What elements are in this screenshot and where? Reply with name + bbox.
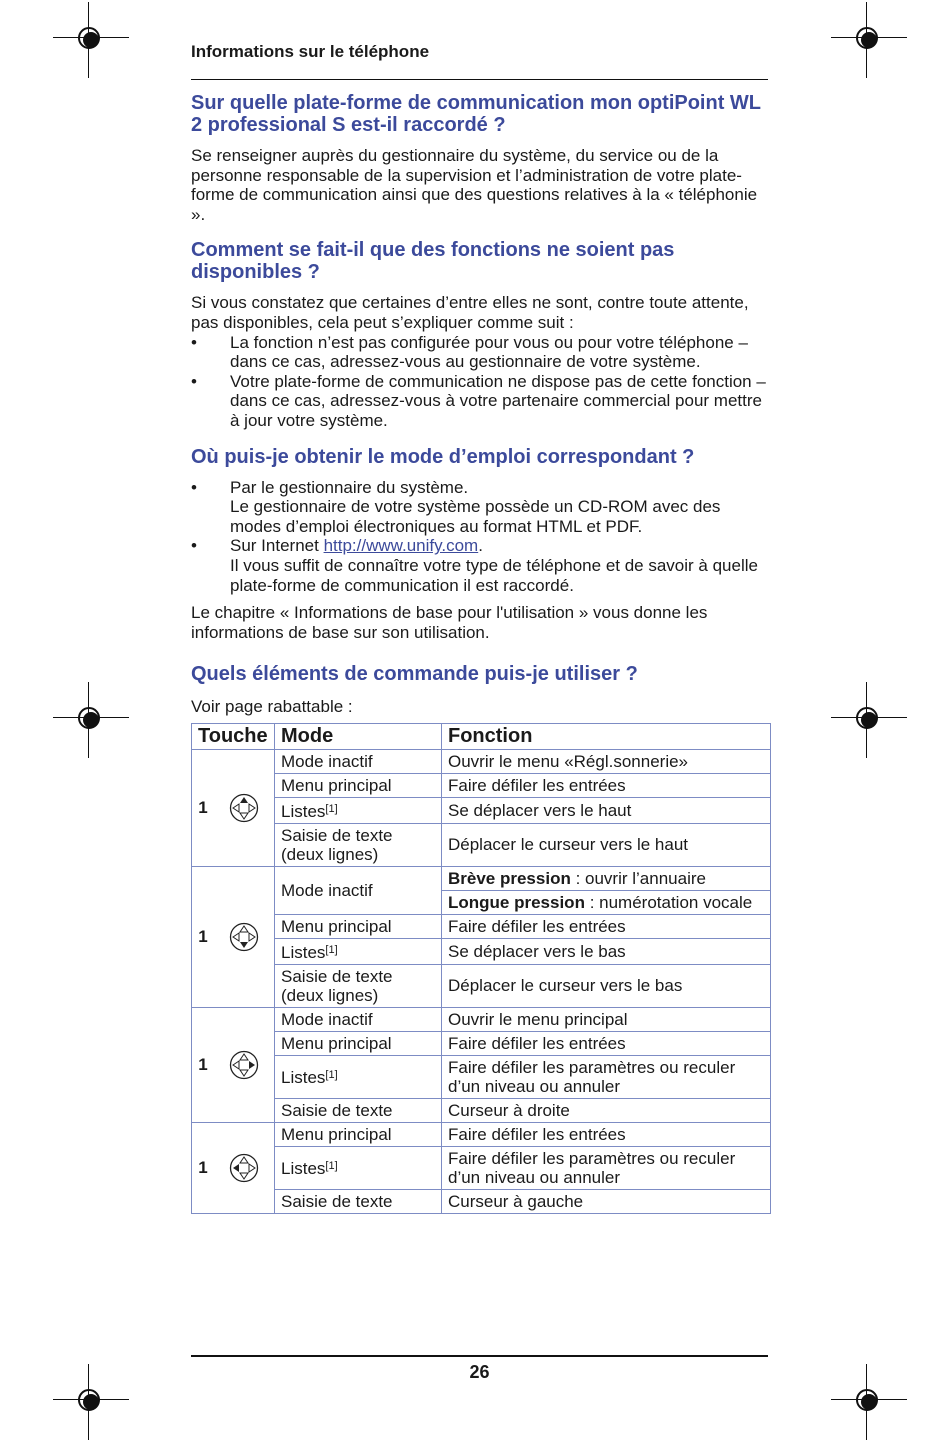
table-row (192, 866, 771, 890)
table-row (192, 1122, 771, 1146)
running-header: Informations sur le téléphone (191, 42, 430, 61)
key-cell (214, 749, 275, 866)
mode-cell: Menu principal (275, 773, 442, 797)
manual-list (191, 478, 771, 596)
table-row (192, 823, 771, 866)
fonction-bold: Longue pression (448, 892, 585, 912)
section-body-platform: Se renseigner auprès du gestionnaire du système, du service ou de la personne responsable de la supervision et l’administration de votre plate-forme de communication ainsi que des questions relatives à la « téléphonie ». (191, 146, 758, 224)
fonction-cell: Faire défiler les paramètres ou reculer d’un niveau ou annuler (442, 1146, 771, 1189)
column-header-fonction: Fonction (442, 723, 771, 749)
mode-cell: Menu principal (275, 1122, 442, 1146)
list-item (191, 478, 771, 537)
crop-mark-top-right (831, 2, 907, 78)
mode-cell: Mode inactif (275, 749, 442, 773)
key-number: 1 (192, 866, 215, 1007)
functions-list (191, 333, 771, 431)
footnote-mark: [1] (325, 943, 338, 956)
mode-text: Listes (281, 1159, 326, 1179)
table-row (192, 797, 771, 823)
nav-key-down-icon (229, 922, 259, 952)
fonction-cell: Déplacer le curseur vers le haut (442, 823, 771, 866)
table-header-row (192, 723, 771, 749)
section-title-controls: Quels éléments de commande puis-je utiliser ? (191, 663, 638, 686)
section-title-manual: Où puis-je obtenir le mode d’emploi correspondant ? (191, 445, 695, 468)
nav-key-right-icon (229, 1050, 259, 1080)
fonction-cell (442, 866, 771, 890)
column-header-touche: Touche (192, 723, 275, 749)
page-content (191, 92, 771, 1214)
table-row (192, 749, 771, 773)
mode-cell (275, 797, 442, 823)
fonction-cell: Se déplacer vers le haut (442, 797, 771, 823)
controls-table (191, 723, 771, 1214)
fonction-cell: Faire défiler les entrées (442, 1031, 771, 1055)
manual-bullet2-suffix: . (478, 536, 483, 556)
mode-cell (275, 1055, 442, 1098)
crop-mark-bottom-right (831, 1364, 907, 1440)
page-number: 26 (469, 1362, 490, 1382)
fonction-bold: Brève pression (448, 868, 571, 888)
mode-cell: Saisie de texte (275, 1098, 442, 1122)
crop-mark-top-left (53, 2, 129, 78)
unify-website-link[interactable]: http://www.unify.com (323, 536, 479, 556)
key-cell (214, 1007, 275, 1122)
table-row (192, 1098, 771, 1122)
controls-intro: Voir page rabattable : (191, 697, 353, 717)
list-item: • La fonction n’est pas configurée pour vous ou pour votre téléphone – dans ce cas, adressez-vous au gestionnaire de votre système. (191, 333, 771, 372)
mode-text: Listes (281, 801, 326, 821)
fonction-text: : numérotation vocale (584, 892, 753, 912)
fonction-cell: Faire défiler les entrées (442, 1122, 771, 1146)
list-item: • Votre plate-forme de communication ne dispose pas de cette fonction – dans ce cas, adressez-vous à votre partenaire commercial pour mettre à jour votre système. (191, 372, 771, 431)
table-row (192, 1189, 771, 1213)
column-header-mode: Mode (275, 723, 442, 749)
mode-cell: Saisie de texte (deux lignes) (275, 964, 442, 1007)
key-number: 1 (192, 1007, 215, 1122)
footnote-mark: [1] (325, 1069, 338, 1082)
list-item (191, 536, 771, 595)
key-number: 1 (192, 749, 215, 866)
manual-bullet1-line1: Par le gestionnaire du système. (230, 477, 469, 497)
crop-mark-mid-right (831, 682, 907, 758)
key-number: 1 (192, 1122, 215, 1213)
crop-mark-bottom-left (53, 1364, 129, 1440)
table-row (192, 914, 771, 938)
mode-cell: Menu principal (275, 914, 442, 938)
manual-bullet2-prefix: Sur Internet (230, 536, 324, 556)
section-title-platform: Sur quelle plate-forme de communication mon optiPoint WL 2 professional S est-il raccordé ? (191, 92, 761, 136)
key-cell (214, 866, 275, 1007)
mode-cell: Mode inactif (275, 866, 442, 914)
nav-key-left-icon (229, 1153, 259, 1183)
fonction-cell: Déplacer le curseur vers le bas (442, 964, 771, 1007)
fonction-cell: Se déplacer vers le bas (442, 938, 771, 964)
key-cell (214, 1122, 275, 1213)
table-row (192, 1055, 771, 1098)
fonction-cell: Ouvrir le menu principal (442, 1007, 771, 1031)
fonction-cell: Ouvrir le menu «Régl.sonnerie» (442, 749, 771, 773)
table-row (192, 773, 771, 797)
mode-cell: Mode inactif (275, 1007, 442, 1031)
mode-text: Listes (281, 1068, 326, 1088)
footnote-mark: [1] (325, 1160, 338, 1173)
section-intro-functions: Si vous constatez que certaines d’entre elles ne sont, contre toute attente, pas disponibles, cela peut s’expliquer comme suit : (191, 293, 749, 332)
footer-rule (191, 1355, 768, 1357)
footnote-mark: [1] (325, 802, 338, 815)
mode-cell: Menu principal (275, 1031, 442, 1055)
fonction-text: : ouvrir l’annuaire (570, 868, 706, 888)
fonction-cell: Faire défiler les paramètres ou reculer d’un niveau ou annuler (442, 1055, 771, 1098)
header-rule (191, 79, 768, 80)
mode-cell: Saisie de texte (deux lignes) (275, 823, 442, 866)
table-row (192, 938, 771, 964)
section-title-functions: Comment se fait-il que des fonctions ne soient pas disponibles ? (191, 239, 675, 284)
mode-text: Listes (281, 942, 326, 962)
table-row (192, 1146, 771, 1189)
fonction-cell (442, 890, 771, 914)
fonction-cell: Curseur à droite (442, 1098, 771, 1122)
crop-mark-mid-left (53, 682, 129, 758)
mode-cell: Saisie de texte (275, 1189, 442, 1213)
fonction-cell: Faire défiler les entrées (442, 914, 771, 938)
table-row (192, 1031, 771, 1055)
table-row (192, 1007, 771, 1031)
fonction-cell: Faire défiler les entrées (442, 773, 771, 797)
mode-cell (275, 938, 442, 964)
manual-note: Le chapitre « Informations de base pour l'utilisation » vous donne les informations de base sur son utilisation. (191, 603, 708, 642)
mode-cell (275, 1146, 442, 1189)
manual-bullet2-line2: Il vous suffit de connaître votre type de téléphone et de savoir à quelle plate-forme de communication il est raccordé. (230, 555, 758, 595)
manual-bullet1-line2: Le gestionnaire de votre système possède un CD-ROM avec des modes d’emploi électroniques au format HTML et PDF. (230, 497, 721, 536)
nav-key-up-icon (229, 793, 259, 823)
fonction-cell: Curseur à gauche (442, 1189, 771, 1213)
table-row (192, 964, 771, 1007)
